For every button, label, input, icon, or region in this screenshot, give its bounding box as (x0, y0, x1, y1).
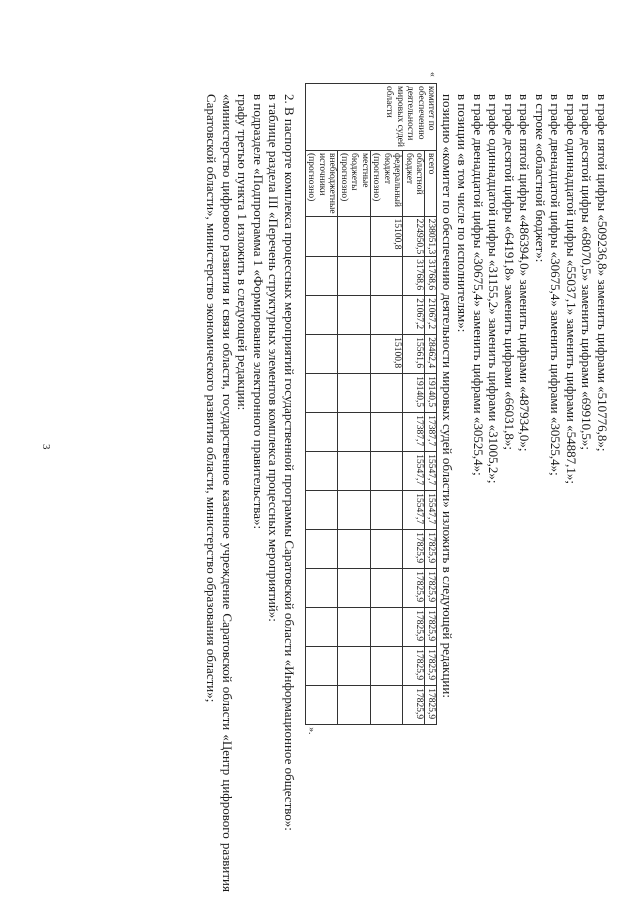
table-cell: 17825,9 (403, 530, 425, 569)
table-row (371, 72, 404, 743)
amendment-line: в позиции «в том числе по исполнителям»: (455, 94, 471, 333)
table-cell (371, 608, 404, 647)
table-cell (306, 335, 339, 374)
table-cell: 21067,2 (425, 296, 437, 335)
amendment-lines-bottom (204, 72, 297, 892)
table-cell: 21067,2 (403, 296, 425, 335)
table-cell: 17825,9 (425, 608, 437, 647)
table-cell: 15100,8 (371, 335, 404, 374)
table-row (403, 72, 425, 743)
tail-spacer (403, 725, 425, 744)
table-cell: 15561,6 (403, 335, 425, 374)
table-cell (371, 491, 404, 530)
table-cell: 17387,7 (425, 413, 437, 452)
table-cell (371, 257, 404, 296)
table-cell: 15547,7 (403, 491, 425, 530)
amendment-line: в графе двенадцатой цифры «30675,4» заменить цифрами «30525,4»; (548, 94, 564, 476)
table-cell: 17825,9 (403, 686, 425, 725)
table-cell (306, 296, 339, 335)
row-label: федеральный бюджет (прогнозно) (371, 151, 404, 217)
table-cell: 17825,9 (425, 569, 437, 608)
table-cell (338, 452, 371, 491)
table-cell (306, 530, 339, 569)
table-cell (306, 608, 339, 647)
table-cell: 31768,6 (425, 257, 437, 296)
table-cell (371, 413, 404, 452)
row-label: местные бюджеты (прогнозно) (338, 151, 371, 217)
table-cell: 17825,9 (403, 647, 425, 686)
table-cell (371, 296, 404, 335)
row-label: всего (425, 151, 437, 217)
paragraph: 2. В паспорте комплекса процессных мероприятий государственной программы Саратовской области «Информационное общество»: (282, 94, 297, 831)
amendment-line: в графе одиннадцатой цифры «31155,2» заменить цифрами «31005,2»; (486, 94, 502, 484)
amendment-line: позицию «комитет по обеспечению деятельности мировых судей области» изложить в следующей редакции: (440, 94, 455, 698)
open-quote: « (427, 72, 437, 77)
table-cell (306, 216, 339, 257)
amendment-line: в графе пятой цифры «486394,0» заменить цифрами «487934,0»; (517, 94, 533, 452)
table-cell (338, 374, 371, 413)
table-cell (306, 452, 339, 491)
table-cell (338, 647, 371, 686)
table-cell (306, 569, 339, 608)
table-cell (338, 530, 371, 569)
paragraph: «министерство цифрового развития и связи области, государственное казенное учреждение Саратовской области «Центр цифрового развития Саратовской области», министерство экономического развития области, министерство образования области»; (204, 94, 235, 892)
table-cell: 17825,9 (425, 686, 437, 725)
amendment-lines-top (440, 72, 611, 892)
table-cell (338, 257, 371, 296)
table-cell: 28462,4 (425, 335, 437, 374)
table-cell: 31768,6 (403, 257, 425, 296)
table-cell (371, 530, 404, 569)
tail-spacer (425, 725, 437, 744)
table-cell (306, 647, 339, 686)
close-quote: ». (306, 727, 316, 735)
table-cell (338, 335, 371, 374)
entity-cell: комитет по обеспечению деятельности мировых судей области (306, 84, 438, 151)
table-cell (338, 686, 371, 725)
table-cell: 15547,7 (425, 491, 437, 530)
table-cell: 17387,7 (403, 413, 425, 452)
amendment-line: в графе двенадцатой цифры «30675,4» заменить цифрами «30525,4»; (471, 94, 486, 476)
funding-table (305, 72, 438, 743)
table-cell: 15547,7 (403, 452, 425, 491)
table-cell: 15100,8 (371, 216, 404, 257)
row-label: областной бюджет (403, 151, 425, 217)
table-cell (371, 647, 404, 686)
table-cell (338, 296, 371, 335)
table-cell (306, 491, 339, 530)
table-row (425, 72, 437, 743)
table-cell (306, 374, 339, 413)
amendment-line: в графе одиннадцатой цифры «55037,1» заменить цифрами «54887,1»; (564, 94, 579, 484)
table-cell (306, 686, 339, 725)
table-cell (371, 452, 404, 491)
table-cell: 19140,5 (425, 374, 437, 413)
table-cell (306, 413, 339, 452)
table-cell: 224950,5 (403, 216, 425, 257)
row-label: внебюджетные источники (прогнозно) (306, 151, 339, 217)
table-row (338, 72, 371, 743)
amendment-line: в подразделе «Подпрограмма 1 «Формирование электронного правительства»: (251, 94, 266, 530)
table-cell (338, 413, 371, 452)
table-row (306, 72, 339, 743)
table-cell (306, 257, 339, 296)
amendment-line: в строке «областной бюджет»: (533, 94, 548, 263)
rotated-content (50, 72, 610, 892)
table-cell: 17825,9 (425, 530, 437, 569)
table-cell: 15547,7 (425, 452, 437, 491)
tail-spacer (371, 725, 404, 744)
amendment-line: в графе десятой цифры «68070,5» заменить цифрами «69910,5»; (579, 94, 595, 451)
table-cell: 238051,3 (425, 216, 437, 257)
amendment-line: в таблице раздела III «Перечень структурных элементов комплекса процессных мероприятий»: (266, 94, 282, 622)
table-cell (338, 216, 371, 257)
page-number: 3 (40, 444, 52, 450)
table-cell: 17825,9 (403, 569, 425, 608)
table-cell: 17825,9 (403, 608, 425, 647)
table-cell: 17825,9 (425, 647, 437, 686)
amendment-line: в графе десятой цифры «64191,8» заменить цифрами «66031,8»; (502, 94, 517, 451)
table-cell (338, 491, 371, 530)
table-cell: 19140,5 (403, 374, 425, 413)
table-cell (338, 569, 371, 608)
table-cell (371, 374, 404, 413)
tail-spacer (338, 725, 371, 744)
amendment-line: в графе пятой цифры «509236,8» заменить цифрами «510776,8»; (595, 94, 610, 452)
table-cell (371, 569, 404, 608)
table-cell (338, 608, 371, 647)
amendment-line: графу третью пункта 1 изложить в следующей редакции: (235, 94, 251, 411)
table-cell (371, 686, 404, 725)
